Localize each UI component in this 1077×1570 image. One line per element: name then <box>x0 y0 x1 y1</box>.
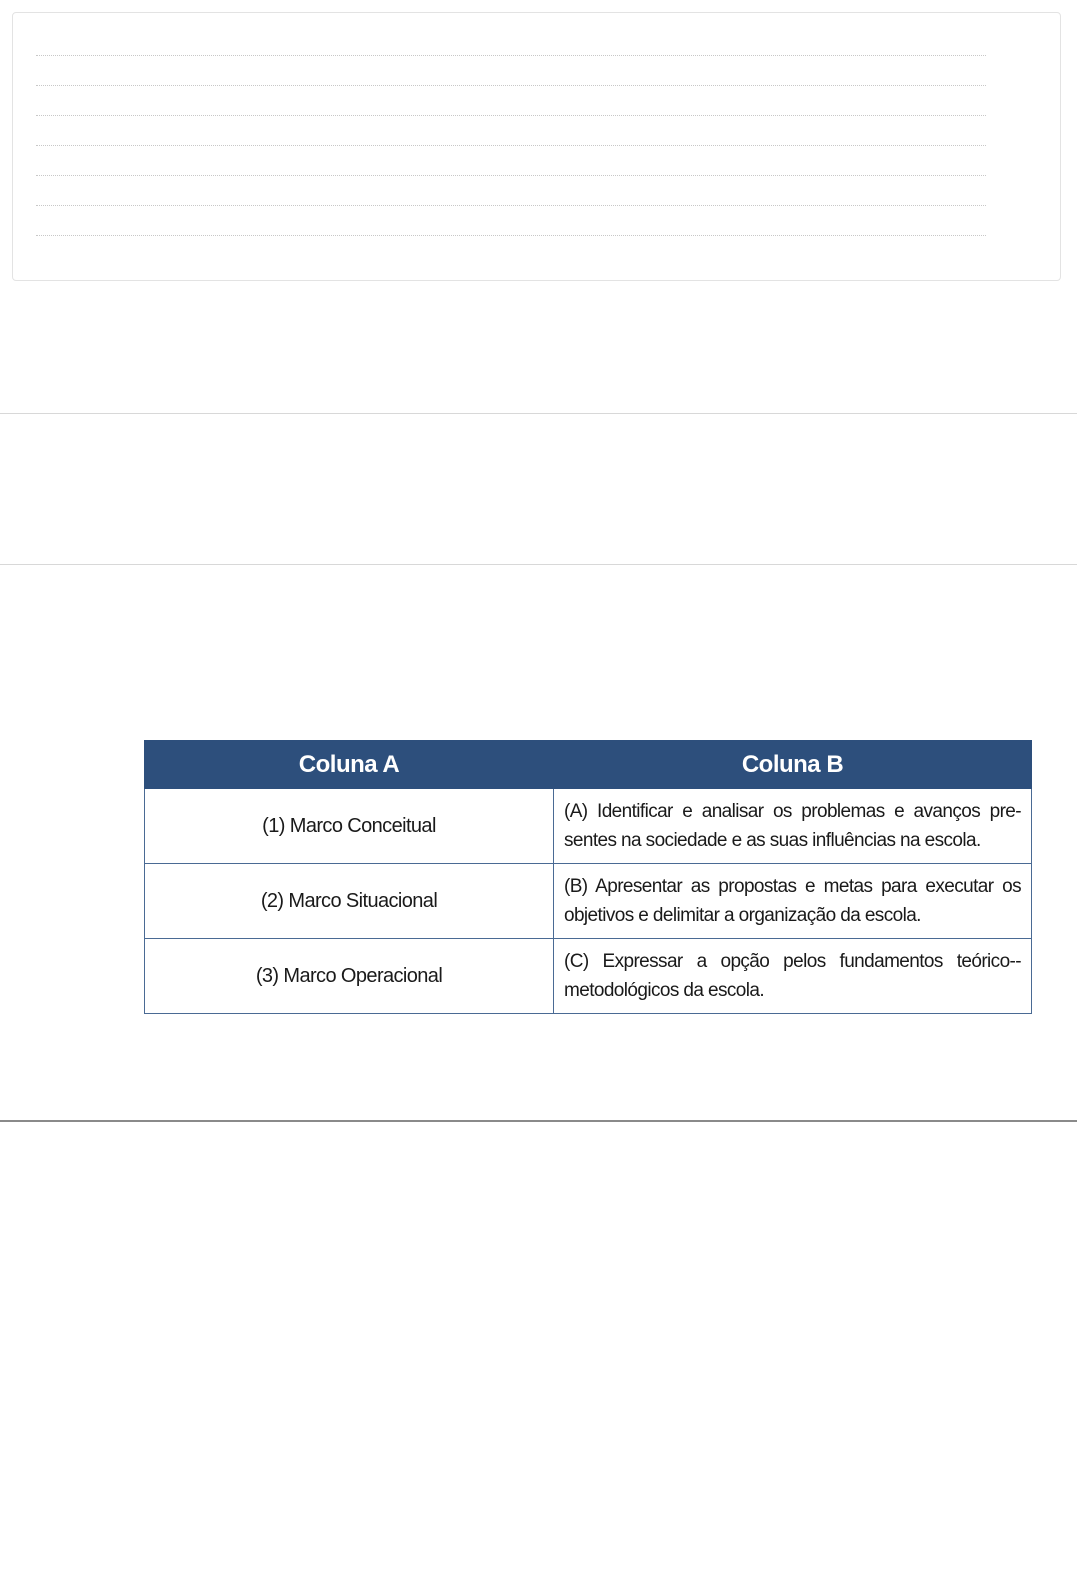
column-a-cell: (3) Marco Operacional <box>145 939 554 1014</box>
table-row <box>145 864 1032 939</box>
answer-line <box>36 175 986 176</box>
table-row <box>145 789 1032 864</box>
section-divider <box>0 413 1077 414</box>
column-a-cell: (2) Marco Situacional <box>145 864 554 939</box>
answer-line <box>36 145 986 146</box>
answer-line <box>36 85 986 86</box>
column-b-header: Coluna B <box>554 741 1032 789</box>
section-divider <box>0 1120 1077 1122</box>
answer-line <box>36 235 986 236</box>
matching-table <box>144 740 1032 1014</box>
table-row <box>145 939 1032 1014</box>
section-divider <box>0 564 1077 565</box>
column-b-cell: (B) Apresentar as propostas e metas para executar os objetivos e delimitar a organização da escola. <box>554 864 1032 939</box>
answer-textarea[interactable] <box>12 12 1061 281</box>
column-a-header: Coluna A <box>145 741 554 789</box>
column-a-cell: (1) Marco Conceitual <box>145 789 554 864</box>
table-header-row <box>145 741 1032 789</box>
answer-line <box>36 205 986 206</box>
column-b-cell: (A) Identificar e analisar os problemas e avanços pre-sentes na sociedade e as suas influências na escola. <box>554 789 1032 864</box>
answer-line <box>36 115 986 116</box>
column-b-cell: (C) Expressar a opção pelos fundamentos teórico--metodológicos da escola. <box>554 939 1032 1014</box>
answer-line <box>36 55 986 56</box>
